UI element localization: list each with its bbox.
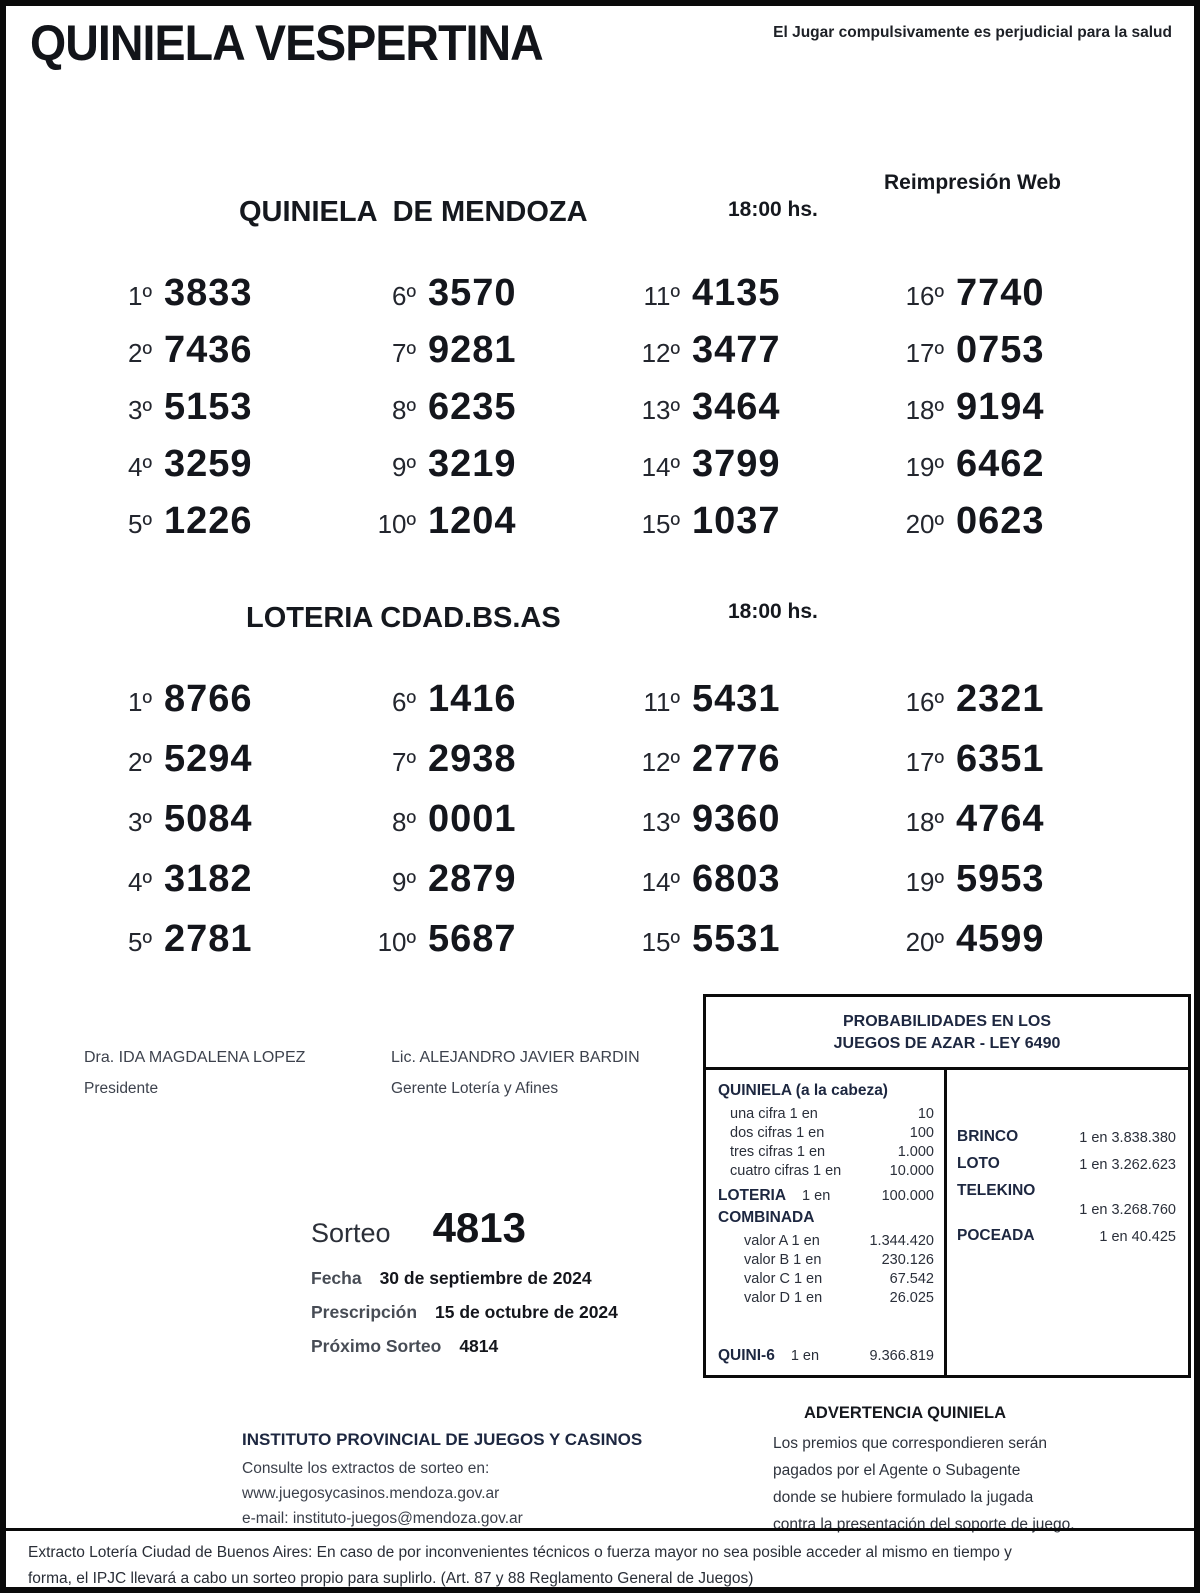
odds-row	[718, 1161, 934, 1180]
odds-value: 1.000	[897, 1143, 934, 1160]
loto-label: LOTO	[957, 1155, 1000, 1172]
poceada-row	[957, 1227, 1176, 1245]
result-number: 0001	[428, 798, 517, 840]
result-cell	[338, 738, 602, 798]
result-number: 1204	[428, 500, 517, 542]
odds-row	[718, 1269, 934, 1288]
institute-email: e-mail: instituto-juegos@mendoza.gov.ar	[242, 1510, 523, 1527]
institute-consult-line: Consulte los extractos de sorteo en:	[242, 1460, 490, 1477]
result-position: 1º	[128, 281, 152, 311]
result-cell	[338, 678, 602, 738]
result-number: 9281	[428, 329, 517, 371]
brinco-label: BRINCO	[957, 1128, 1019, 1145]
result-cell	[74, 329, 338, 386]
result-position: 2º	[128, 338, 152, 368]
footer-line: Extracto Lotería Ciudad de Buenos Aires: En caso de por inconvenientes técnicos o fuerza mayor no sea posible acceder al mismo en tiempo y	[28, 1544, 1012, 1561]
result-position: 14º	[641, 452, 680, 482]
result-cell	[602, 798, 866, 858]
result-position: 19º	[905, 452, 944, 482]
odds-box-title	[706, 997, 1188, 1070]
odds-label: valor B 1 en	[744, 1251, 822, 1268]
result-number: 4599	[956, 918, 1045, 960]
gambling-warning: El Jugar compulsivamente es perjudicial para la salud	[773, 24, 1172, 41]
loto-row	[957, 1155, 1176, 1173]
result-number: 4135	[692, 272, 781, 314]
odds-label: valor A 1 en	[744, 1232, 820, 1249]
result-cell	[866, 858, 1130, 918]
result-cell	[866, 386, 1130, 443]
result-cell	[866, 918, 1130, 978]
prescription-row	[311, 1302, 618, 1323]
result-number: 5294	[164, 738, 253, 780]
quiniela-odds-title: QUINIELA (a la cabeza)	[718, 1082, 888, 1099]
odds-right-column	[944, 1070, 1188, 1375]
odds-box	[703, 994, 1191, 1378]
result-number: 6351	[956, 738, 1045, 780]
result-position: 12º	[641, 747, 680, 777]
bsas-results-grid	[74, 678, 1130, 978]
prescription-value: 15 de octubre de 2024	[435, 1302, 618, 1322]
loto-value: 1 en 3.262.623	[1079, 1157, 1176, 1173]
result-number: 3799	[692, 443, 781, 485]
result-position: 19º	[905, 867, 944, 897]
result-position: 6º	[392, 281, 416, 311]
odds-label: valor D 1 en	[744, 1289, 823, 1306]
footer-disclaimer	[28, 1540, 1178, 1592]
odds-value: 26.025	[889, 1289, 934, 1306]
result-number: 1226	[164, 500, 253, 542]
odds-label: una cifra 1 en	[730, 1105, 818, 1122]
odds-box-body	[706, 1070, 1188, 1375]
result-cell	[74, 738, 338, 798]
result-number: 5687	[428, 918, 517, 960]
result-position: 11º	[643, 281, 680, 311]
advertencia-line: contra la presentación del soporte de juego.	[773, 1516, 1075, 1533]
quini6-value: 9.366.819	[869, 1348, 934, 1364]
result-number: 5431	[692, 678, 781, 720]
result-position: 16º	[905, 687, 944, 717]
result-number: 2776	[692, 738, 781, 780]
odds-title-line1: PROBABILIDADES EN LOS	[842, 1013, 1051, 1030]
loteria-value: 100.000	[881, 1188, 934, 1204]
loteria-mid: 1 en	[802, 1188, 831, 1204]
result-number: 2879	[428, 858, 517, 900]
result-position: 3º	[128, 807, 152, 837]
official-president-name: Dra. IDA MAGDALENA LOPEZ	[84, 1049, 306, 1066]
result-number: 0623	[956, 500, 1045, 542]
next-draw-label: Próximo Sorteo	[311, 1336, 442, 1356]
result-position: 18º	[905, 395, 944, 425]
result-cell	[602, 738, 866, 798]
mendoza-results-grid	[74, 272, 1130, 557]
date-value: 30 de septiembre de 2024	[379, 1268, 592, 1288]
page-title: QUINIELA VESPERTINA	[30, 15, 543, 71]
institute-contact	[242, 1456, 722, 1531]
odds-label: tres cifras 1 en	[730, 1143, 826, 1160]
result-number: 3833	[164, 272, 253, 314]
official-manager-role: Gerente Lotería y Afines	[391, 1080, 559, 1097]
result-position: 5º	[128, 509, 152, 539]
result-cell	[866, 500, 1130, 557]
odds-label: valor C 1 en	[744, 1270, 823, 1287]
result-cell	[74, 858, 338, 918]
quini6-label: QUINI-6	[718, 1347, 775, 1364]
draw-number: 4813	[432, 1204, 526, 1251]
result-position: 13º	[641, 807, 680, 837]
result-number: 8766	[164, 678, 253, 720]
poceada-label: POCEADA	[957, 1227, 1035, 1244]
result-number: 3570	[428, 272, 517, 314]
draw-label: Sorteo	[311, 1218, 391, 1248]
odds-value: 10	[917, 1105, 934, 1122]
result-cell	[602, 678, 866, 738]
result-position: 7º	[392, 338, 416, 368]
result-number: 5531	[692, 918, 781, 960]
result-cell	[602, 500, 866, 557]
result-number: 6462	[956, 443, 1045, 485]
result-cell	[602, 918, 866, 978]
official-president-role: Presidente	[84, 1080, 159, 1097]
result-cell	[74, 798, 338, 858]
result-number: 2321	[956, 678, 1045, 720]
odds-row	[718, 1142, 934, 1161]
quini6-odds-row	[718, 1347, 934, 1365]
advertencia-text	[773, 1430, 1200, 1538]
result-cell	[866, 798, 1130, 858]
result-cell	[866, 738, 1130, 798]
mendoza-draw-time: 18:00 hs.	[728, 198, 818, 221]
loteria-odds-row	[718, 1187, 934, 1205]
odds-left-column	[706, 1070, 944, 1375]
result-position: 7º	[392, 747, 416, 777]
result-cell	[74, 272, 338, 329]
result-cell	[338, 443, 602, 500]
odds-row	[718, 1123, 934, 1142]
result-position: 9º	[392, 867, 416, 897]
brinco-value: 1 en 3.838.380	[1079, 1130, 1176, 1146]
telekino-value: 1 en 3.268.760	[1079, 1202, 1176, 1218]
result-number: 6803	[692, 858, 781, 900]
result-position: 17º	[905, 747, 944, 777]
next-draw-row	[311, 1336, 618, 1357]
result-cell	[338, 798, 602, 858]
result-position: 6º	[392, 687, 416, 717]
quini6-mid: 1 en	[790, 1348, 820, 1364]
official-manager-name: Lic. ALEJANDRO JAVIER BARDIN	[391, 1049, 640, 1066]
result-number: 9360	[692, 798, 781, 840]
institute-website: www.juegosycasinos.mendoza.gov.ar	[242, 1485, 500, 1502]
result-cell	[866, 443, 1130, 500]
draw-info-block	[311, 1204, 618, 1357]
loteria-label: LOTERIA	[718, 1187, 787, 1204]
result-number: 5953	[956, 858, 1045, 900]
result-cell	[602, 272, 866, 329]
result-number: 3464	[692, 386, 781, 428]
result-position: 10º	[377, 509, 416, 539]
odds-value: 100	[909, 1124, 934, 1141]
advertencia-line: donde se hubiere formulado la jugada	[773, 1489, 1034, 1506]
result-position: 17º	[905, 338, 944, 368]
odds-title-line2: JUEGOS DE AZAR - LEY 6490	[833, 1035, 1061, 1052]
institute-title: INSTITUTO PROVINCIAL DE JUEGOS Y CASINOS	[242, 1430, 643, 1449]
result-number: 2781	[164, 918, 253, 960]
result-cell	[74, 386, 338, 443]
result-position: 1º	[128, 687, 152, 717]
result-position: 4º	[128, 867, 152, 897]
result-cell	[338, 272, 602, 329]
advertencia-title: ADVERTENCIA QUINIELA	[804, 1404, 1006, 1422]
result-position: 16º	[905, 281, 944, 311]
poceada-value: 1 en 40.425	[1099, 1229, 1176, 1245]
bsas-section-title: LOTERIA CDAD.BS.AS	[246, 602, 561, 634]
odds-value: 10.000	[889, 1162, 934, 1179]
result-position: 12º	[641, 338, 680, 368]
odds-row	[718, 1288, 934, 1307]
result-number: 5153	[164, 386, 253, 428]
result-number: 2938	[428, 738, 517, 780]
odds-value: 1.344.420	[869, 1232, 934, 1249]
result-position: 8º	[392, 395, 416, 425]
result-position: 14º	[641, 867, 680, 897]
result-position: 15º	[641, 927, 680, 957]
odds-row	[718, 1104, 934, 1123]
result-position: 13º	[641, 395, 680, 425]
result-cell	[338, 500, 602, 557]
result-number: 3477	[692, 329, 781, 371]
result-number: 1037	[692, 500, 781, 542]
date-label: Fecha	[311, 1268, 362, 1288]
result-cell	[602, 443, 866, 500]
result-position: 20º	[905, 927, 944, 957]
mendoza-section-title: QUINIELA DE MENDOZA	[239, 196, 588, 228]
result-cell	[74, 443, 338, 500]
reprint-label: Reimpresión Web	[884, 171, 1061, 194]
result-number: 5084	[164, 798, 253, 840]
result-position: 11º	[643, 687, 680, 717]
telekino-row	[957, 1182, 1176, 1227]
result-cell	[338, 329, 602, 386]
result-cell	[74, 500, 338, 557]
result-cell	[338, 918, 602, 978]
odds-label: dos cifras 1 en	[730, 1124, 825, 1141]
result-cell	[338, 386, 602, 443]
brinco-row	[957, 1128, 1176, 1146]
result-number: 6235	[428, 386, 517, 428]
footer-line: forma, el IPJC llevará a cabo un sorteo propio para suplirlo. (Art. 87 y 88 Reglamento General de Juegos)	[28, 1570, 754, 1587]
result-cell	[74, 678, 338, 738]
result-number: 9194	[956, 386, 1045, 428]
result-number: 1416	[428, 678, 517, 720]
odds-label: cuatro cifras 1 en	[730, 1162, 842, 1179]
result-cell	[338, 858, 602, 918]
odds-row	[718, 1231, 934, 1250]
result-cell	[866, 329, 1130, 386]
telekino-label: TELEKINO	[957, 1182, 1036, 1199]
result-cell	[602, 858, 866, 918]
result-number: 7740	[956, 272, 1045, 314]
result-position: 15º	[641, 509, 680, 539]
draw-date-row	[311, 1268, 618, 1289]
result-position: 9º	[392, 452, 416, 482]
result-position: 2º	[128, 747, 152, 777]
bsas-draw-time: 18:00 hs.	[728, 600, 818, 623]
result-number: 7436	[164, 329, 253, 371]
draw-number-row	[311, 1204, 618, 1252]
odds-row	[718, 1250, 934, 1269]
result-position: 18º	[905, 807, 944, 837]
odds-value: 67.542	[889, 1270, 934, 1287]
result-cell	[866, 272, 1130, 329]
combinada-title: COMBINADA	[718, 1209, 815, 1226]
result-position: 8º	[392, 807, 416, 837]
result-position: 4º	[128, 452, 152, 482]
result-cell	[866, 678, 1130, 738]
footer-divider	[6, 1528, 1194, 1531]
result-position: 5º	[128, 927, 152, 957]
result-position: 20º	[905, 509, 944, 539]
result-cell	[74, 918, 338, 978]
next-draw-value: 4814	[459, 1336, 499, 1356]
advertencia-line: Los premios que correspondieren serán	[773, 1435, 1047, 1452]
result-number: 4764	[956, 798, 1045, 840]
result-position: 10º	[377, 927, 416, 957]
result-cell	[602, 329, 866, 386]
advertencia-line: pagados por el Agente o Subagente	[773, 1462, 1021, 1479]
result-number: 3259	[164, 443, 253, 485]
result-number: 0753	[956, 329, 1045, 371]
result-cell	[602, 386, 866, 443]
result-position: 3º	[128, 395, 152, 425]
result-number: 3219	[428, 443, 517, 485]
result-number: 3182	[164, 858, 253, 900]
odds-value: 230.126	[881, 1251, 934, 1268]
prescription-label: Prescripción	[311, 1302, 418, 1322]
